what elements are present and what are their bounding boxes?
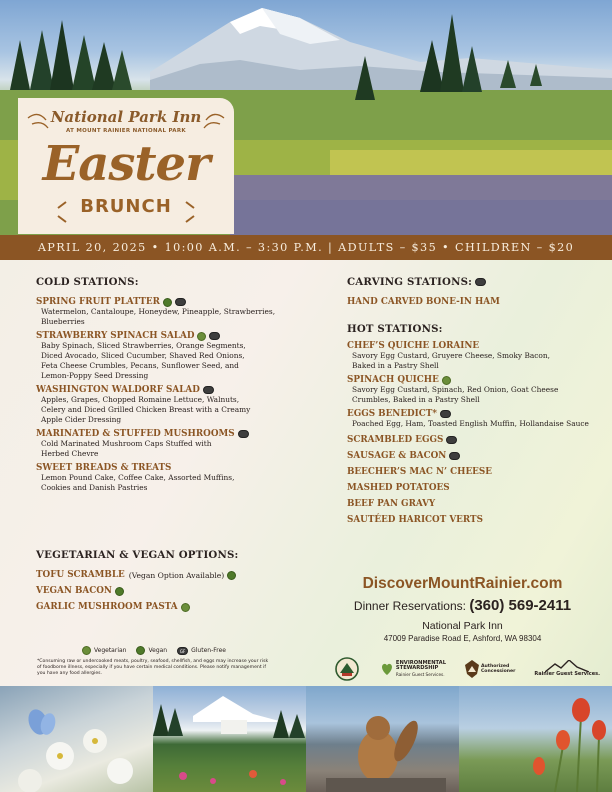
event-info-band: [0, 235, 612, 260]
carving-stations-heading: CARVING STATIONS:: [347, 276, 473, 288]
item-title: VEGAN BACON: [36, 586, 112, 596]
menu-item: [347, 409, 602, 429]
logo-park-name: AT MOUNT RAINIER NATIONAL PARK: [66, 128, 186, 134]
concessioner-line-1: Authorized: [480, 663, 510, 669]
menu-item: [347, 483, 602, 493]
gluten-free-icon: [175, 298, 186, 306]
legend-vegan: Vegan: [148, 647, 168, 654]
menu-item: [347, 375, 602, 405]
butterfly-flowers-photo: [0, 686, 153, 792]
menu-item: [36, 602, 306, 612]
flower-icon: [459, 686, 612, 792]
item-title: WASHINGTON WALDORF SALAD: [36, 385, 200, 395]
vegetarian-icon: [442, 376, 451, 385]
vegan-icon: [163, 298, 172, 307]
item-description: Watermelon, Cantaloupe, Honeydew, Pineapple, Strawberries, Blueberries: [41, 307, 276, 326]
item-description: Savory Egg Custard, Gruyere Cheese, Smoky Bacon, Baked in a Pastry Shell: [352, 351, 550, 370]
phone-number[interactable]: (360) 569-2411: [469, 597, 572, 614]
vegetarian-icon: [197, 332, 206, 341]
item-description: Apples, Grapes, Chopped Romaine Lettuce, Walnuts, Celery and Diced Grilled Chicken Breast with a Creamy Apple Cider Dressing: [41, 395, 251, 424]
mountain-icon: [153, 686, 306, 792]
rgs-name: Rainier Guest Services.: [534, 671, 600, 678]
cold-stations-heading: COLD STATIONS:: [36, 276, 139, 288]
dietary-legend: [82, 646, 226, 655]
hot-stations-section: [347, 323, 602, 525]
inn-name: National Park Inn: [422, 620, 503, 632]
gluten-free-icon: [440, 410, 451, 418]
partner-logos: [335, 654, 600, 684]
item-description: Poached Egg, Ham, Toasted English Muffin, Hollandaise Sauce: [352, 419, 589, 428]
floral-ornament-icon: [18, 98, 234, 234]
item-description: Lemon Pound Cake, Coffee Cake, Assorted Muffins, Cookies and Danish Pastries: [41, 473, 235, 492]
vegan-icon: [136, 646, 145, 655]
chipmunk-icon: [306, 686, 459, 792]
legend-gluten-free: Gluten-Free: [191, 647, 226, 654]
menu-item: [347, 451, 602, 461]
gluten-free-icon: GF: [177, 647, 188, 655]
menu-item: [36, 463, 306, 493]
item-title: MASHED POTATOES: [347, 483, 450, 493]
item-title: SPRING FRUIT PLATTER: [36, 297, 160, 307]
logo-inn-name: National Park Inn: [50, 108, 202, 126]
legend-vegetarian: Vegetarian: [94, 647, 127, 654]
vegan-icon: [227, 571, 236, 580]
contact-block: [335, 575, 590, 643]
reservations-label: Dinner Reservations:: [353, 599, 466, 613]
vegetarian-vegan-section: [36, 549, 306, 612]
event-date-time-price: APRIL 20, 2025 • 10:00 A.M. – 3:30 P.M. | ADULTS – $35 • CHILDREN – $20: [37, 241, 575, 254]
gluten-free-icon: [449, 452, 460, 460]
menu-item: [36, 385, 306, 425]
item-title: BEEF PAN GRAVY: [347, 499, 436, 509]
rainier-guest-services-logo: [534, 660, 600, 678]
chipmunk-photo: [306, 686, 459, 792]
paintbrush-flowers-photo: [459, 686, 612, 792]
arrowhead-icon: [465, 660, 479, 678]
stewardship-line-1: ENVIRONMENTAL: [395, 659, 447, 666]
park-emblem-logo: [335, 657, 361, 681]
carving-stations-section: [347, 276, 602, 307]
item-title: STRAWBERRY SPINACH SALAD: [36, 331, 195, 341]
item-title: SWEET BREADS & TREATS: [36, 463, 172, 473]
menu-item: [36, 586, 306, 596]
menu-item: [347, 297, 602, 307]
food-safety-disclaimer: *Consuming raw or undercooked meats, poultry, seafood, shellfish, and eggs may increase your risk of foodborne illness, especially if you have certain medical conditions. Please notify management if you have any food allergies.: [37, 659, 269, 676]
menu-item: [347, 341, 602, 371]
vegetarian-icon: [181, 603, 190, 612]
menu-item: [347, 467, 602, 477]
item-title: CHEF’S QUICHE LORAINE: [347, 341, 480, 351]
item-description: Savory Egg Custard, Spinach, Red Onion, Goat Cheese Crumbles, Baked in a Pastry Shell: [352, 385, 559, 404]
menu-item: [347, 515, 602, 525]
menu-item: [347, 435, 602, 445]
reservations-line: [335, 597, 590, 614]
item-title: MARINATED & STUFFED MUSHROOMS: [36, 429, 235, 439]
menu-item: [347, 499, 602, 509]
gluten-free-icon: [446, 436, 457, 444]
park-emblem-icon: [335, 657, 359, 681]
vegetarian-vegan-heading: VEGETARIAN & VEGAN OPTIONS:: [36, 549, 239, 561]
logo-subtitle: BRUNCH: [80, 196, 172, 217]
gluten-free-icon: [209, 332, 220, 340]
item-description: Baby Spinach, Sliced Strawberries, Orange Segments, Diced Avocado, Sliced Cucumber, Shaved Red Onions, Feta Cheese Crumbles, Pecans, Sunflower Seed, and Lemon-Poppy Seed Dressing: [41, 341, 246, 380]
mountain-meadow-photo: [153, 686, 306, 792]
concessioner-line-2: Concessioner: [480, 669, 516, 674]
menu-item: [36, 429, 306, 459]
menu-item: [36, 570, 306, 580]
item-title: EGGS BENEDICT*: [347, 409, 437, 419]
item-note: (Vegan Option Available): [128, 570, 225, 580]
environmental-stewardship-logo: [380, 661, 446, 678]
item-title: SPINACH QUICHE: [347, 375, 439, 385]
stewardship-line-2: STEWARDSHIP: [395, 665, 439, 672]
stewardship-line-3: Rainier Guest Services.: [395, 671, 445, 677]
authorized-concessioner-logo: [465, 660, 516, 678]
inn-address: 47009 Paradise Road E, Ashford, WA 98304: [383, 634, 542, 643]
heart-leaf-icon: [380, 662, 394, 676]
item-title: GARLIC MUSHROOM PASTA: [36, 602, 178, 612]
item-title: SCRAMBLED EGGS: [347, 435, 444, 445]
easter-brunch-logo: [18, 98, 234, 234]
gluten-free-icon: [203, 386, 214, 394]
gluten-free-icon: [475, 278, 486, 286]
item-title: SAUTÉED HARICOT VERTS: [347, 515, 483, 525]
vegan-icon: [115, 587, 124, 596]
item-title: TOFU SCRAMBLE: [36, 570, 125, 580]
menu-item: [36, 331, 306, 381]
item-title: BEECHER’S MAC N’ CHEESE: [347, 467, 492, 477]
item-title: HAND CARVED BONE-IN HAM: [347, 297, 500, 307]
hot-stations-heading: HOT STATIONS:: [347, 323, 443, 335]
vegetarian-icon: [82, 646, 91, 655]
menu-item: [36, 297, 306, 327]
item-description: Cold Marinated Mushroom Caps Stuffed with Herbed Chevre: [41, 439, 212, 458]
butterfly-icon: [0, 686, 153, 792]
website-link[interactable]: DiscoverMountRainier.com: [362, 575, 563, 592]
gluten-free-icon: [238, 430, 249, 438]
cold-stations-section: [36, 276, 306, 493]
photo-strip: [0, 686, 612, 792]
item-title: SAUSAGE & BACON: [347, 451, 447, 461]
logo-title: Easter: [42, 136, 210, 192]
